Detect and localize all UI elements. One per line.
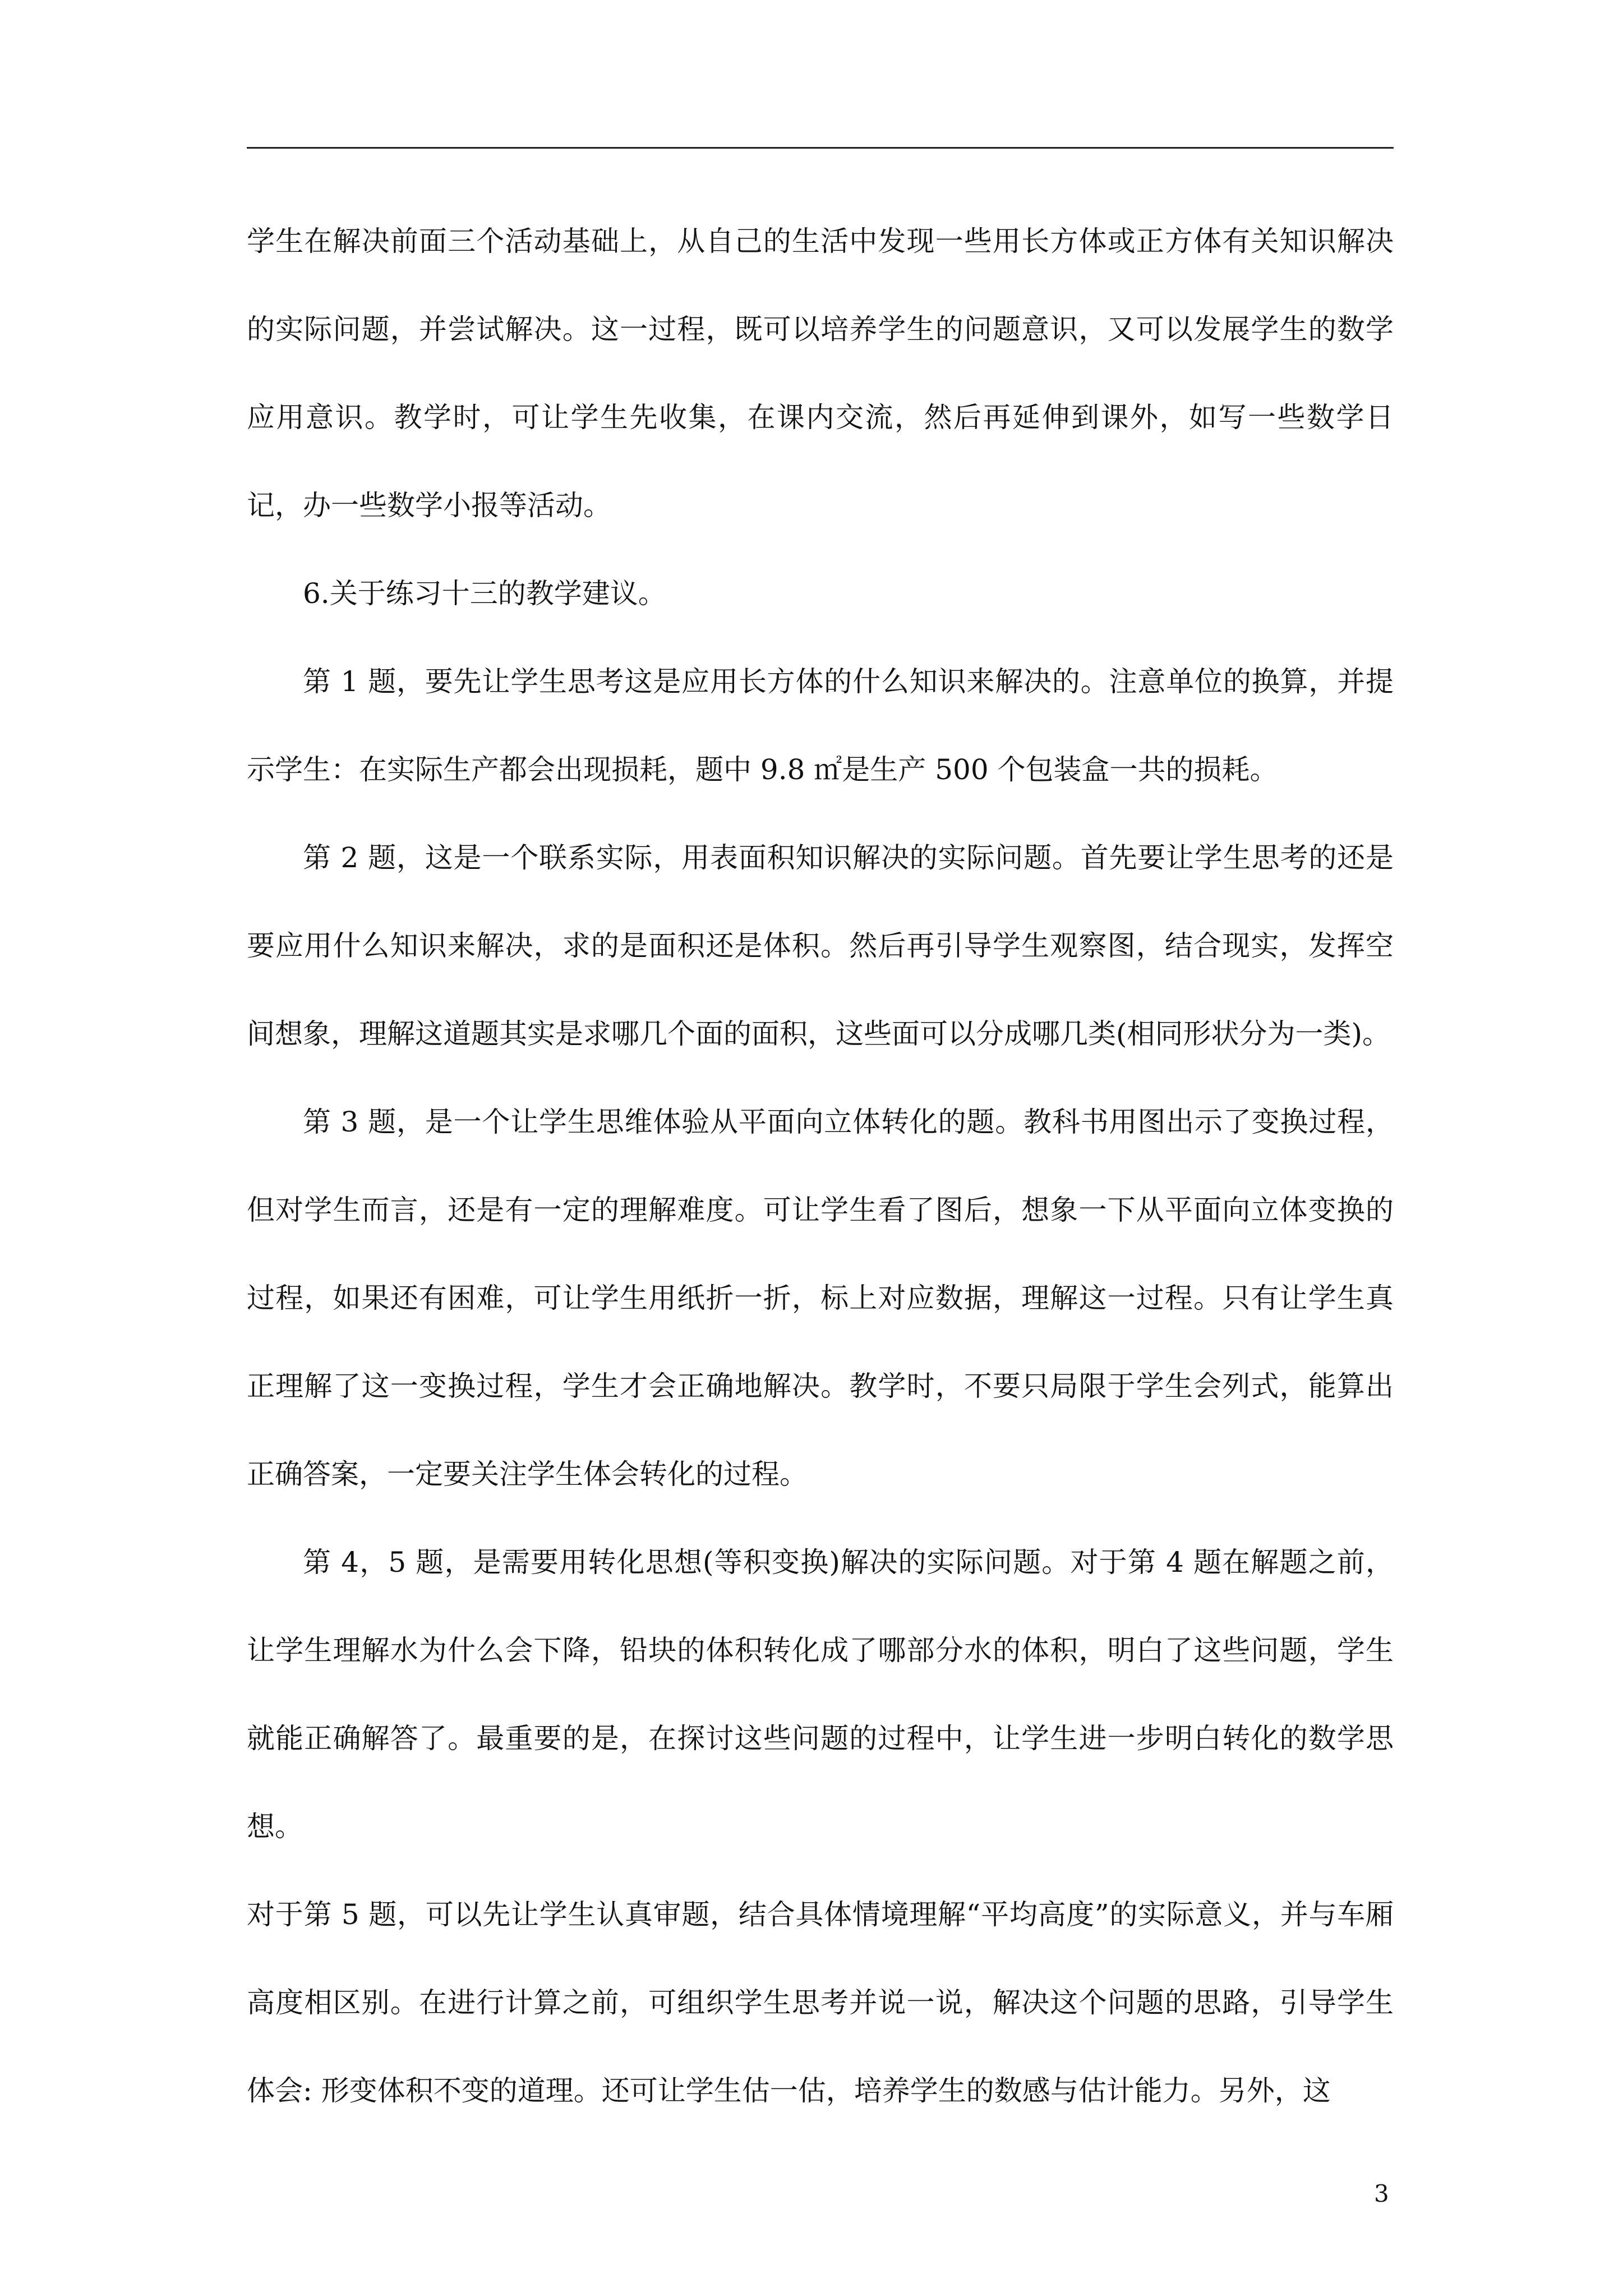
paragraph-question-2: 第 2 题，这是一个联系实际，用表面积知识解决的实际问题。首先要让学生思考的还是要应用什么知识来解决，求的是面积还是体积。然后再引导学生观察图，结合现实，发挥空间想象，理解这道题其实是求哪几个面的面积，这些面可以分成哪几类(相同形状分为一类)。 [247, 841, 1394, 1050]
header-rule [247, 147, 1394, 149]
paragraph-question-5: 对于第 5 题，可以先让学生认真审题，结合具体情境理解“平均高度”的实际意义，并与车厢高度相区别。在进行计算之前，可组织学生思考并说一说，解决这个问题的思路，引导学生体会: 形变体积不变的道理。还可让学生估一估，培养学生的数感与估计能力。另外，这 [247, 1898, 1394, 2107]
body-text [247, 197, 1394, 2135]
paragraph-exercise-13-heading: 6.关于练习十三的教学建议。 [303, 577, 666, 610]
paragraph-question-1: 第 1 题，要先让学生思考这是应用长方体的什么知识来解决的。注意单位的换算，并提示学生：在实际生产都会出现损耗，题中 9.8 ㎡是生产 500 个包装盒一共的损耗。 [247, 665, 1394, 786]
page-number: 3 [1374, 2180, 1389, 2207]
paragraph-activity-summary: 学生在解决前面三个活动基础上，从自己的生活中发现一些用长方体或正方体有关知识解决的实际问题，并尝试解决。这一过程，既可以培养学生的问题意识，又可以发展学生的数学应用意识。教学时，可让学生先收集，在课内交流，然后再延伸到课外，如写一些数学日记，办一些数学小报等活动。 [247, 225, 1394, 522]
paragraph-questions-4-5: 第 4，5 题，是需要用转化思想(等积变换)解决的实际问题。对于第 4 题在解题之前，让学生理解水为什么会下降，铅块的体积转化成了哪部分水的体积，明白了这些问题，学生就能正确解答了。最重要的是，在探讨这些问题的过程中，让学生进一步明白转化的数学思想。 [247, 1546, 1394, 1843]
paragraph-question-3: 第 3 题，是一个让学生思维体验从平面向立体转化的题。教科书用图出示了变换过程，但对学生而言，还是有一定的理解难度。可让学生看了图后，想象一下从平面向立体变换的过程，如果还有困难，可让学生用纸折一折，标上对应数据，理解这一过程。只有让学生真正理解了这一变换过程，学生才会正确地解决。教学时，不要只局限于学生会列式，能算出正确答案，一定要关注学生体会转化的过程。 [247, 1106, 1394, 1490]
